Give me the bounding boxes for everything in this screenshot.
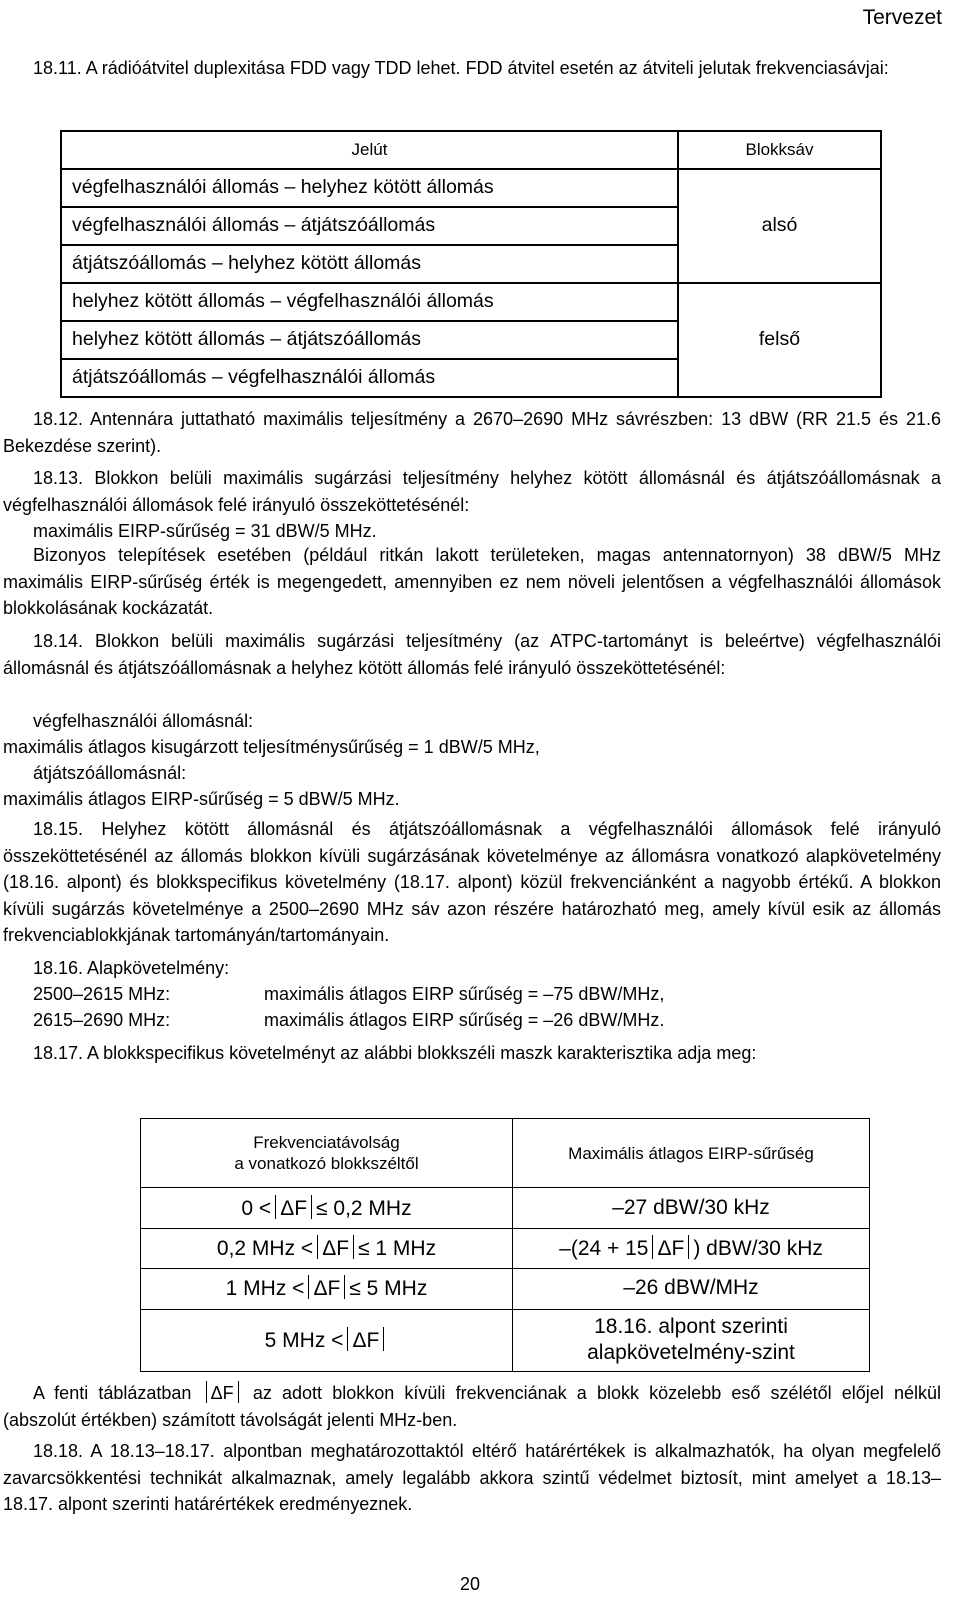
document-status-label: Tervezet — [862, 6, 942, 29]
mask-row1-eirp: –27 dBW/30 kHz — [612, 1196, 770, 1219]
paragraph-18-14-line4: maximális átlagos EIRP-sűrűség = 5 dBW/5 MHz. — [3, 789, 400, 809]
band-table-header-rule — [62, 168, 880, 170]
mask-header-distance: Frekvenciatávolság a vonatkozó blokkszéltől — [234, 1133, 419, 1173]
paragraph-18-16: 18.16. Alapkövetelmény: — [33, 958, 230, 978]
page-number: 20 — [460, 1574, 481, 1594]
mask-row2-distance: 0,2 MHz < ΔF ≤ 1 MHz — [216, 1237, 437, 1260]
band-table-row: átjátszóállomás – végfelhasználói állomás — [72, 366, 436, 388]
paragraph-18-14: 18.14. Blokkon belüli maximális sugárzási teljesítmény (az ATPC-tartományt is beleértve) végfelhasználói állomásnál és átjátszóállomásnak a helyhez kötött állomás felé irányuló összeköttetésénél: — [3, 631, 941, 678]
mask-row4-distance: 5 MHz < ΔF — [141, 1327, 512, 1354]
basic-req-value-2: maximális átlagos EIRP sűrűség = –26 dBW/MHz. — [264, 1010, 665, 1030]
basic-req-value-1: maximális átlagos EIRP sűrűség = –75 dBW/MHz, — [264, 984, 665, 1004]
mask-row3-eirp: –26 dBW/MHz — [623, 1276, 759, 1299]
paragraph-18-15: 18.15. Helyhez kötött állomásnál és átjátszóállomásnak a végfelhasználói állomások felé irányuló összeköttetésénél az állomás blokkon kívüli sugárzásának követelménye az állomásra vonatkozó alapkövetelmény (18.16. alpont) és blokkspecifikus követelmény (18.17. alpont) közül frekvenciánként a nagyobb értékű. A blokkon kívüli sugárzás követelménye a 2500–2690 MHz sáv azon részére határozható meg, amely kívül esik az állomás frekvenciablokkjának tartományán/tartományain. — [3, 819, 941, 945]
note-delta-f: A fenti táblázatban ΔF az adott blokkon kívüli frekvenciának a blokk közelebb eső szélétől előjel nélkül (abszolút értékben) számított távolságát jelenti MHz-ben. — [3, 1383, 941, 1430]
block-edge-mask-table — [140, 1118, 870, 1372]
band-group-rule — [62, 282, 880, 284]
paragraph-18-14-line3: átjátszóállomásnál: — [33, 763, 187, 783]
paragraph-18-13-b: Bizonyos telepítések esetében (például ritkán lakott területeken, magas antennatornyon) 38 dBW/5 MHz maximális EIRP-sűrűség érték is megengedett, amennyiben ez nem növeli jelentősen a végfelhasználói állomások blokkolásának kockázatát. — [3, 545, 941, 618]
band-table-header-block: Blokksáv — [745, 140, 814, 159]
paragraph-18-11: 18.11. A rádióátvitel duplexitása FDD vagy TDD lehet. FDD átvitel esetén az átviteli jelutak frekvenciasávjai: — [33, 58, 889, 78]
band-table-row: végfelhasználói állomás – átjátszóállomás — [72, 214, 436, 236]
band-table-row: végfelhasználói állomás – helyhez kötött állomás — [72, 176, 494, 198]
band-table — [60, 130, 882, 398]
band-table-row: átjátszóállomás – helyhez kötött állomás — [72, 252, 422, 274]
paragraph-18-13: 18.13. Blokkon belüli maximális sugárzási teljesítmény helyhez kötött állomásnál és átjátszóállomásnak a végfelhasználói állomások felé irányuló összeköttetésénél: — [3, 468, 941, 515]
basic-req-range-2: 2615–2690 MHz: — [33, 1010, 171, 1030]
band-table-row: helyhez kötött állomás – végfelhasználói állomás — [72, 290, 494, 312]
band-table-row: helyhez kötött állomás – átjátszóállomás — [72, 328, 422, 350]
band-lower: alsó — [761, 214, 798, 236]
paragraph-18-12: 18.12. Antennára juttatható maximális teljesítmény a 2670–2690 MHz sávrészben: 13 dBW (RR 21.5 és 21.6 Bekezdése szerint). — [3, 409, 941, 456]
mask-header-eirp: Maximális átlagos EIRP-sűrűség — [568, 1144, 814, 1163]
paragraph-18-14-line2: maximális átlagos kisugárzott teljesítménysűrűség = 1 dBW/5 MHz, — [3, 737, 540, 757]
mask-row1-distance: 0 < ΔF ≤ 0,2 MHz — [241, 1197, 412, 1220]
mask-row2-eirp: –(24 + 15 ΔF ) dBW/30 kHz — [559, 1237, 823, 1260]
paragraph-18-14-line1: végfelhasználói állomásnál: — [33, 711, 254, 731]
band-table-header-path: Jelút — [351, 140, 388, 159]
paragraph-18-13-value: maximális EIRP-sűrűség = 31 dBW/5 MHz. — [33, 521, 377, 541]
paragraph-18-17: 18.17. A blokkspecifikus követelményt az alábbi blokkszéli maszk karakterisztika adja meg: — [33, 1043, 757, 1063]
band-upper: felső — [758, 328, 801, 350]
mask-row3-distance: 1 MHz < ΔF ≤ 5 MHz — [225, 1277, 428, 1300]
mask-row4-eirp: 18.16. alpont szerinti alapkövetelmény-szint — [587, 1315, 795, 1364]
band-table-divider — [677, 132, 679, 396]
basic-req-range-1: 2500–2615 MHz: — [33, 984, 171, 1004]
paragraph-18-18: 18.18. A 18.13–18.17. alpontban meghatározottaktól eltérő határértékek is alkalmazhatók, ha olyan megfelelő zavarcsökkentési technikát alkalmaznak, amely legalább akkora szintű védelmet biztosít, mint amelyet a 18.13–18.17. alpont szerinti határértékek eredményeznek. — [3, 1441, 941, 1514]
